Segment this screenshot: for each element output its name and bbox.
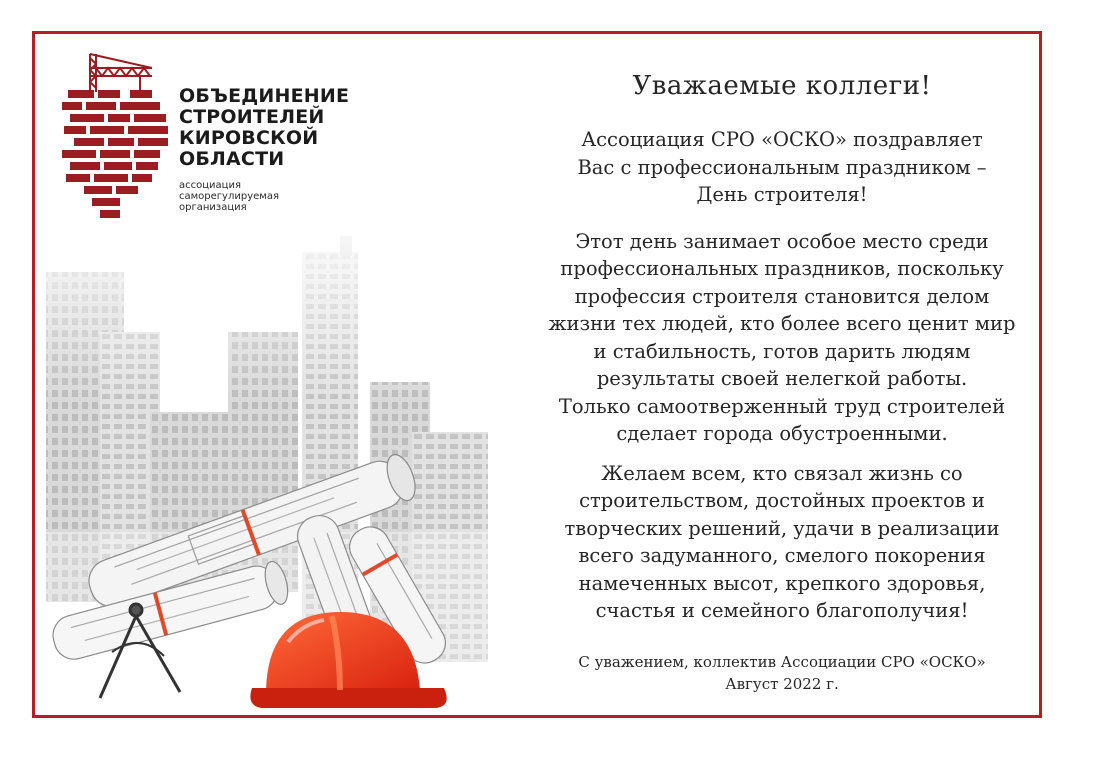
crane-brick-wall-icon xyxy=(60,52,172,222)
wishes-paragraph: Желаем всем, кто связал жизнь со строительством, достойных проектов и творческих решений, удачи в реализации всего задуманного, смелого покорения намеченных высот, крепкого здоровья, счастья и семейного благополучия! xyxy=(564,461,1000,622)
greeting-letter xyxy=(520,68,1044,695)
organization-type: ассоциация саморегулируемая организация xyxy=(179,180,279,213)
signature: С уважением, коллектив Ассоциации СРО «ОСКО» Август 2022 г. xyxy=(578,652,986,693)
organization-logo xyxy=(60,52,380,222)
congratulation-paragraph: Ассоциация СРО «ОСКО» поздравляет Вас с профессиональным праздником – День строителя! xyxy=(577,128,987,206)
construction-illustration xyxy=(40,232,500,710)
organization-name: ОБЪЕДИНЕНИЕ СТРОИТЕЛЕЙ КИРОВСКОЙ ОБЛАСТИ xyxy=(179,85,350,170)
greeting-heading: Уважаемые коллеги! xyxy=(632,71,932,101)
holiday-description-paragraph: Этот день занимает особое место среди профессиональных праздников, поскольку профессия строителя становится делом жизни тех людей, кто более всего ценит мир и стабильность, готов дарить людям результаты своей нелегкой работы. Только самоотверженный труд строителей сделает города обустроенными. xyxy=(548,229,1016,445)
